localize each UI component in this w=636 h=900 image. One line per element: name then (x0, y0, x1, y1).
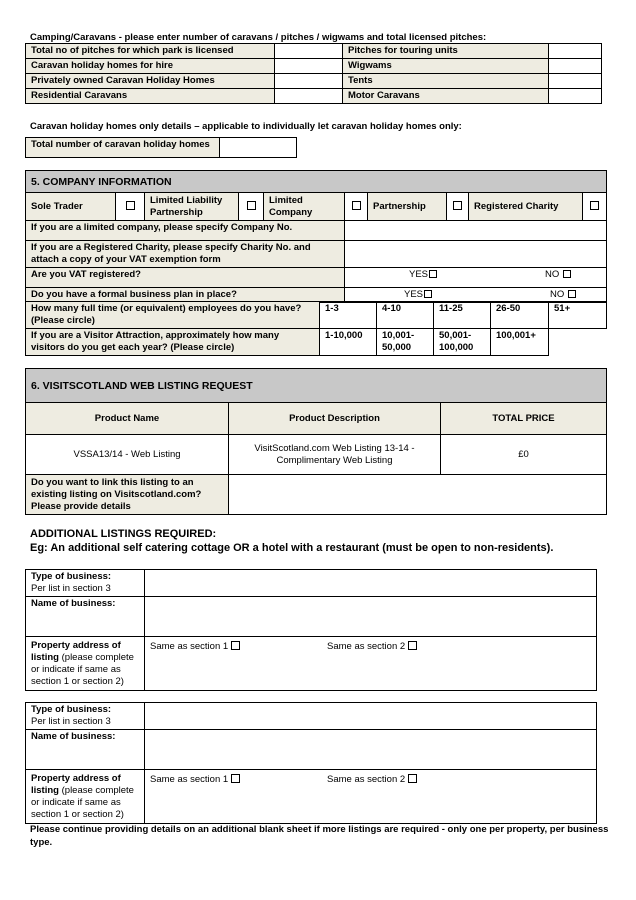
type-limited-company-label: Limited Company (264, 193, 345, 221)
product-name-cell: VSSA13/14 - Web Listing (26, 435, 229, 475)
vat-question: Are you VAT registered? (26, 268, 345, 288)
same-as-section-2-label: Same as section 2 (327, 641, 406, 652)
employees-option[interactable]: 4-10 (377, 302, 434, 329)
name-of-business-label: Name of business: (26, 730, 145, 770)
type-limited-company-checkbox[interactable] (345, 193, 368, 221)
type-llp-label: Limited Liability Partnership (145, 193, 239, 221)
plan-no-label: NO (550, 289, 565, 300)
col-product-description: Product Description (229, 403, 441, 435)
company-no-question: If you are a limited company, please specify Company No. (26, 221, 345, 241)
visitors-option[interactable]: 50,001-100,000 (434, 329, 491, 356)
camping-row-label: Wigwams (343, 59, 549, 74)
same-as-section-2-label: Same as section 2 (327, 774, 406, 785)
vat-no-option[interactable] (545, 269, 571, 281)
employees-option[interactable]: 11-25 (434, 302, 491, 329)
camping-row-label: Total no of pitches for which park is licensed (26, 44, 275, 59)
company-info-table (25, 170, 607, 303)
property-address-sub: (please complete or indicate if same as section 1 or section 2) (31, 785, 134, 820)
section-6-title: 6. VISITSCOTLAND WEB LISTING REQUEST (26, 369, 607, 403)
same-as-section-2-checkbox[interactable] (408, 641, 417, 650)
type-of-business-label: Type of business: (31, 704, 112, 715)
camping-input[interactable] (275, 89, 343, 104)
product-description-cell: VisitScotland.com Web Listing 13-14 - Complimentary Web Listing (229, 435, 441, 475)
employees-visitors-table (25, 301, 607, 356)
property-address-input[interactable] (145, 770, 597, 824)
col-total-price: TOTAL PRICE (441, 403, 607, 435)
camping-row-label: Motor Caravans (343, 89, 549, 104)
type-sole-trader-label: Sole Trader (26, 193, 116, 221)
visitors-blank (549, 329, 607, 356)
additional-example: Eg: An additional self catering cottage OR a hotel with a restaurant (must be open to non-residents). (30, 542, 554, 554)
same-as-section-1-label: Same as section 1 (150, 774, 229, 785)
visitors-option[interactable]: 1-10,000 (320, 329, 377, 356)
type-of-business-input[interactable] (145, 703, 597, 730)
camping-table (25, 43, 602, 104)
camping-intro: Camping/Caravans - please enter number of caravans / pitches / wigwams and total licensed pitches: (30, 32, 487, 43)
additional-listing-1 (25, 569, 597, 691)
type-llp-checkbox[interactable] (239, 193, 264, 221)
name-of-business-input[interactable] (145, 597, 597, 637)
visitors-option[interactable]: 100,001+ (491, 329, 549, 356)
same-as-section-2-option[interactable] (327, 774, 417, 786)
plan-yes-label: YES (404, 289, 424, 300)
section-5-title: 5. COMPANY INFORMATION (26, 171, 607, 193)
same-as-section-1-checkbox[interactable] (231, 641, 240, 650)
type-registered-charity-checkbox[interactable] (583, 193, 607, 221)
vat-yes-label: YES (409, 269, 429, 280)
camping-row-label: Tents (343, 74, 549, 89)
camping-input[interactable] (549, 74, 602, 89)
link-listing-question: Do you want to link this listing to an existing listing on Visitscotland.com? Please provide details (26, 475, 229, 515)
web-listing-table (25, 368, 607, 515)
camping-row-label: Caravan holiday homes for hire (26, 59, 275, 74)
vat-no-label: NO (545, 269, 560, 280)
property-address-label: Property address of listing (31, 773, 121, 796)
visitors-question: If you are a Visitor Attraction, approximately how many visitors do you get each year? (Please circle) (26, 329, 320, 356)
camping-input[interactable] (549, 44, 602, 59)
vat-yes-checkbox[interactable] (429, 270, 437, 278)
product-price-cell: £0 (441, 435, 607, 475)
type-of-business-sub: Per list in section 3 (31, 716, 111, 727)
caravan-homes-label: Total number of caravan holiday homes (26, 138, 220, 158)
name-of-business-label: Name of business: (26, 597, 145, 637)
business-plan-question: Do you have a formal business plan in place? (26, 288, 345, 303)
vat-answer (345, 268, 607, 288)
same-as-section-1-option[interactable] (150, 641, 240, 653)
caravan-homes-table (25, 137, 297, 158)
type-of-business-label: Type of business: (31, 571, 112, 582)
type-partnership-label: Partnership (368, 193, 447, 221)
caravan-homes-input[interactable] (220, 138, 297, 158)
same-as-section-1-option[interactable] (150, 774, 240, 786)
additional-listing-2 (25, 702, 597, 824)
plan-no-option[interactable] (550, 289, 576, 301)
additional-heading: ADDITIONAL LISTINGS REQUIRED: (30, 528, 217, 540)
property-address-input[interactable] (145, 637, 597, 691)
camping-row-label: Privately owned Caravan Holiday Homes (26, 74, 275, 89)
employees-option[interactable]: 1-3 (320, 302, 377, 329)
continue-note: Please continue providing details on an additional blank sheet if more listings are required - only one per property, per business type. (30, 824, 609, 848)
camping-input[interactable] (275, 74, 343, 89)
type-partnership-checkbox[interactable] (447, 193, 469, 221)
employees-option[interactable]: 51+ (549, 302, 607, 329)
same-as-section-2-checkbox[interactable] (408, 774, 417, 783)
camping-input[interactable] (549, 59, 602, 74)
name-of-business-input[interactable] (145, 730, 597, 770)
same-as-section-1-label: Same as section 1 (150, 641, 229, 652)
vat-no-checkbox[interactable] (563, 270, 571, 278)
employees-question: How many full time (or equivalent) employees do you have? (Please circle) (26, 302, 320, 329)
col-product-name: Product Name (26, 403, 229, 435)
camping-input[interactable] (275, 44, 343, 59)
company-no-input[interactable] (345, 221, 607, 241)
charity-no-question: If you are a Registered Charity, please specify Charity No. and attach a copy of your VAT exemption form (26, 241, 345, 268)
link-listing-input[interactable] (229, 475, 607, 515)
plan-no-checkbox[interactable] (568, 290, 576, 298)
camping-row-label: Residential Caravans (26, 89, 275, 104)
property-address-label: Property address of listing (31, 640, 121, 663)
type-of-business-sub: Per list in section 3 (31, 583, 111, 594)
type-registered-charity-label: Registered Charity (469, 193, 583, 221)
same-as-section-1-checkbox[interactable] (231, 774, 240, 783)
plan-yes-checkbox[interactable] (424, 290, 432, 298)
charity-no-input[interactable] (345, 241, 607, 268)
camping-input[interactable] (549, 89, 602, 104)
vat-yes-option[interactable] (409, 269, 437, 281)
property-address-sub: (please complete or indicate if same as section 1 or section 2) (31, 652, 134, 687)
type-of-business-input[interactable] (145, 570, 597, 597)
employees-option[interactable]: 26-50 (491, 302, 549, 329)
type-sole-trader-checkbox[interactable] (116, 193, 145, 221)
visitors-option[interactable]: 10,001-50,000 (377, 329, 434, 356)
plan-yes-option[interactable] (404, 289, 432, 301)
camping-row-label: Pitches for touring units (343, 44, 549, 59)
caravan-homes-intro: Caravan holiday homes only details – applicable to individually let caravan holiday homes only: (30, 121, 462, 132)
same-as-section-2-option[interactable] (327, 641, 417, 653)
camping-input[interactable] (275, 59, 343, 74)
